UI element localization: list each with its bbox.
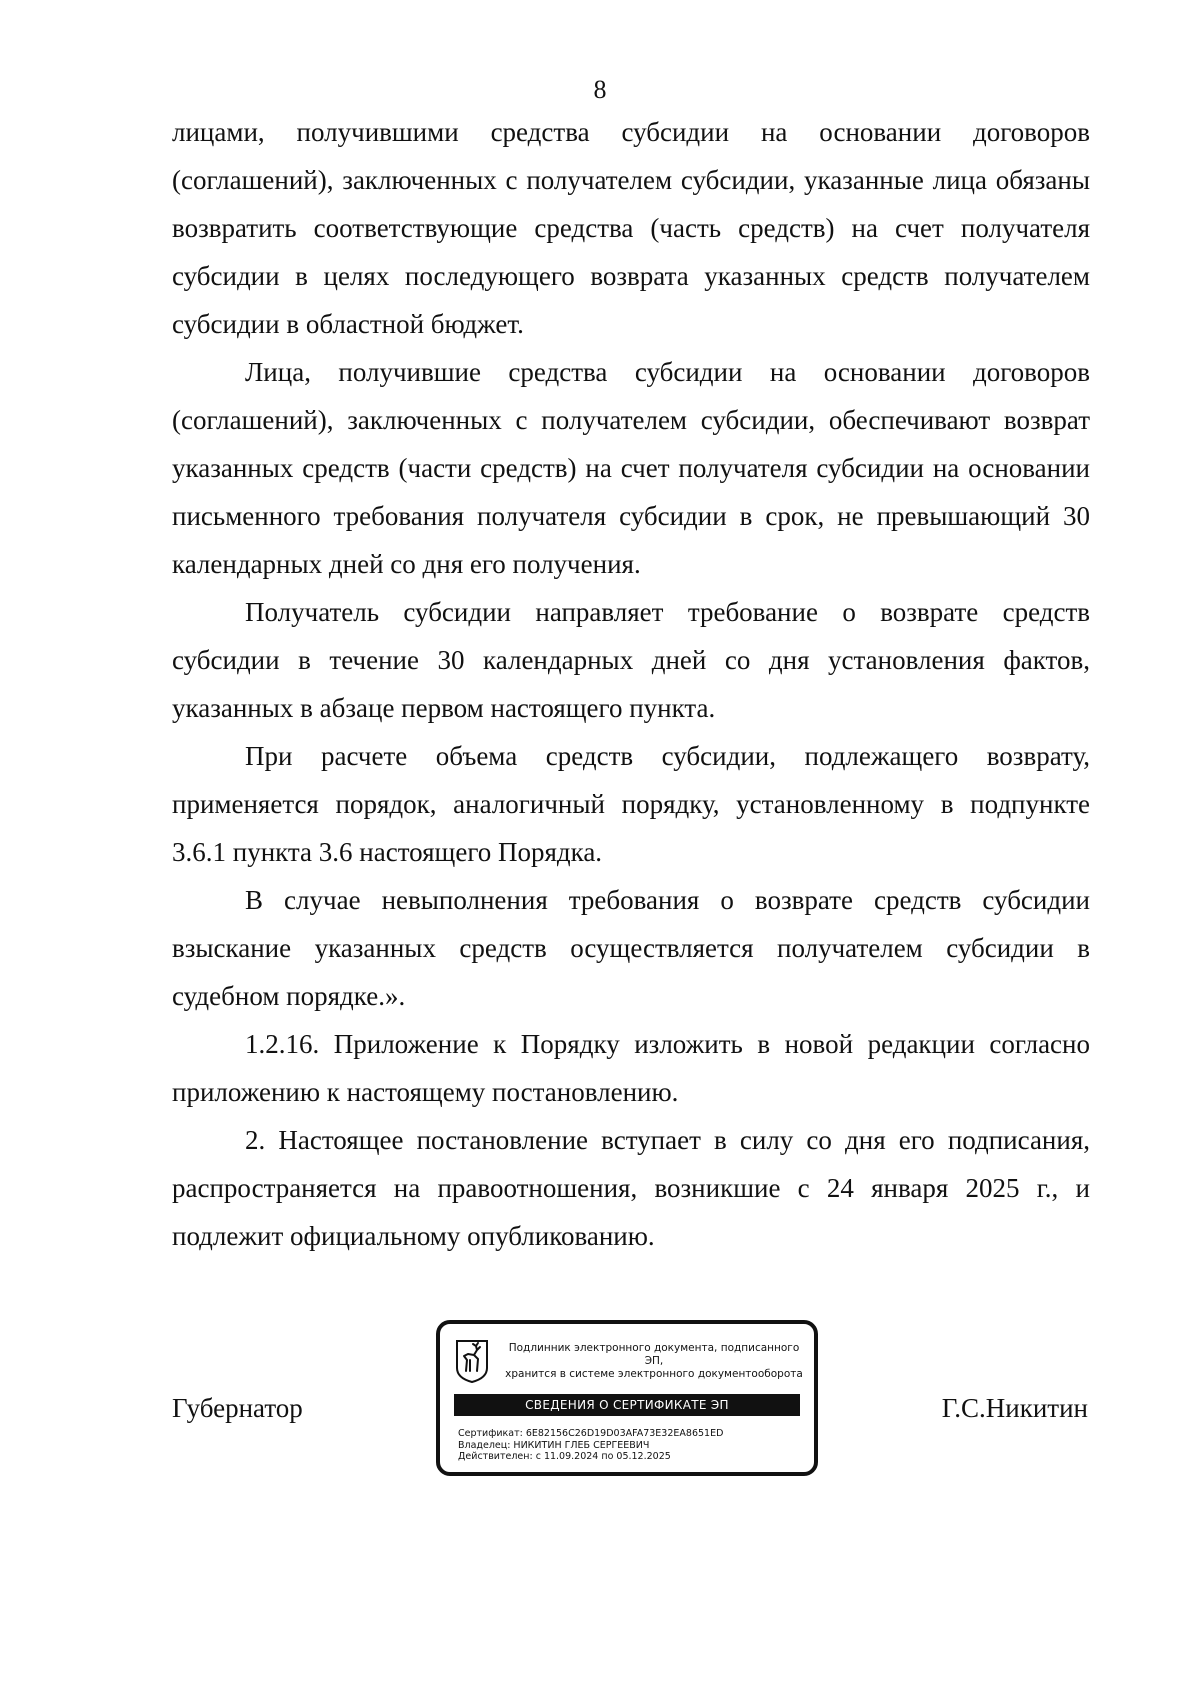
paragraph: При расчете объема средств субсидии, подлежащего возврату, применяется порядок, аналогичный порядку, установленному в подпункте 3.6.1 пункта 3.6 настоящего Порядка.: [172, 741, 1090, 867]
certificate-details: [458, 1428, 808, 1463]
paragraph: Получатель субсидии направляет требование о возврате средств субсидии в течение 30 календарных дней со дня установления фактов, указанных в абзаце первом настоящего пункта.: [172, 597, 1090, 723]
stamp-header: [498, 1342, 810, 1381]
paragraph: лицами, получившими средства субсидии на основании договоров (соглашений), заключенных с получателем субсидии, указанные лица обязаны возвратить соответствующие средства (часть средств) на счет получателя субсидии в целях последующего возврата указанных средств получателем субсидии в областной бюджет.: [172, 117, 1090, 339]
certificate-owner: Владелец: НИКИТИН ГЛЕБ СЕРГЕЕВИЧ: [458, 1439, 650, 1451]
paragraph: 2. Настоящее постановление вступает в силу со дня его подписания, распространяется на правоотношения, возникшие с 24 января 2025 г., и подлежит официальному опубликованию.: [172, 1125, 1090, 1251]
stamp-header-line: Подлинник электронного документа, подписанного ЭП,: [508, 1342, 800, 1367]
deer-emblem-icon: [454, 1338, 490, 1384]
certificate-number: Сертификат: 6E82156C26D19D03AFA73E32EA8651ED: [458, 1428, 724, 1439]
certificate-info-bar: СВЕДЕНИЯ О СЕРТИФИКАТЕ ЭП: [454, 1394, 800, 1416]
paragraph: В случае невыполнения требования о возврате средств субсидии взыскание указанных средств осуществляется получателем субсидии в судебном порядке.».: [172, 885, 1090, 1011]
signer-name: Г.С.Никитин: [941, 1393, 1088, 1423]
electronic-signature-stamp: [436, 1320, 818, 1476]
page-number: 8: [593, 75, 607, 104]
stamp-header-line: хранится в системе электронного документооборота: [505, 1368, 803, 1380]
signer-title: Губернатор: [172, 1393, 303, 1423]
document-body: [172, 108, 1090, 1260]
paragraph: Лица, получившие средства субсидии на основании договоров (соглашений), заключенных с получателем субсидии, обеспечивают возврат указанных средств (части средств) на счет получателя субсидии на основании письменного требования получателя субсидии в срок, не превышающий 30 календарных дней со дня его получения.: [172, 357, 1090, 579]
paragraph: 1.2.16. Приложение к Порядку изложить в новой редакции согласно приложению к настоящему постановлению.: [172, 1029, 1090, 1107]
certificate-validity: Действителен: с 11.09.2024 по 05.12.2025: [458, 1451, 671, 1462]
